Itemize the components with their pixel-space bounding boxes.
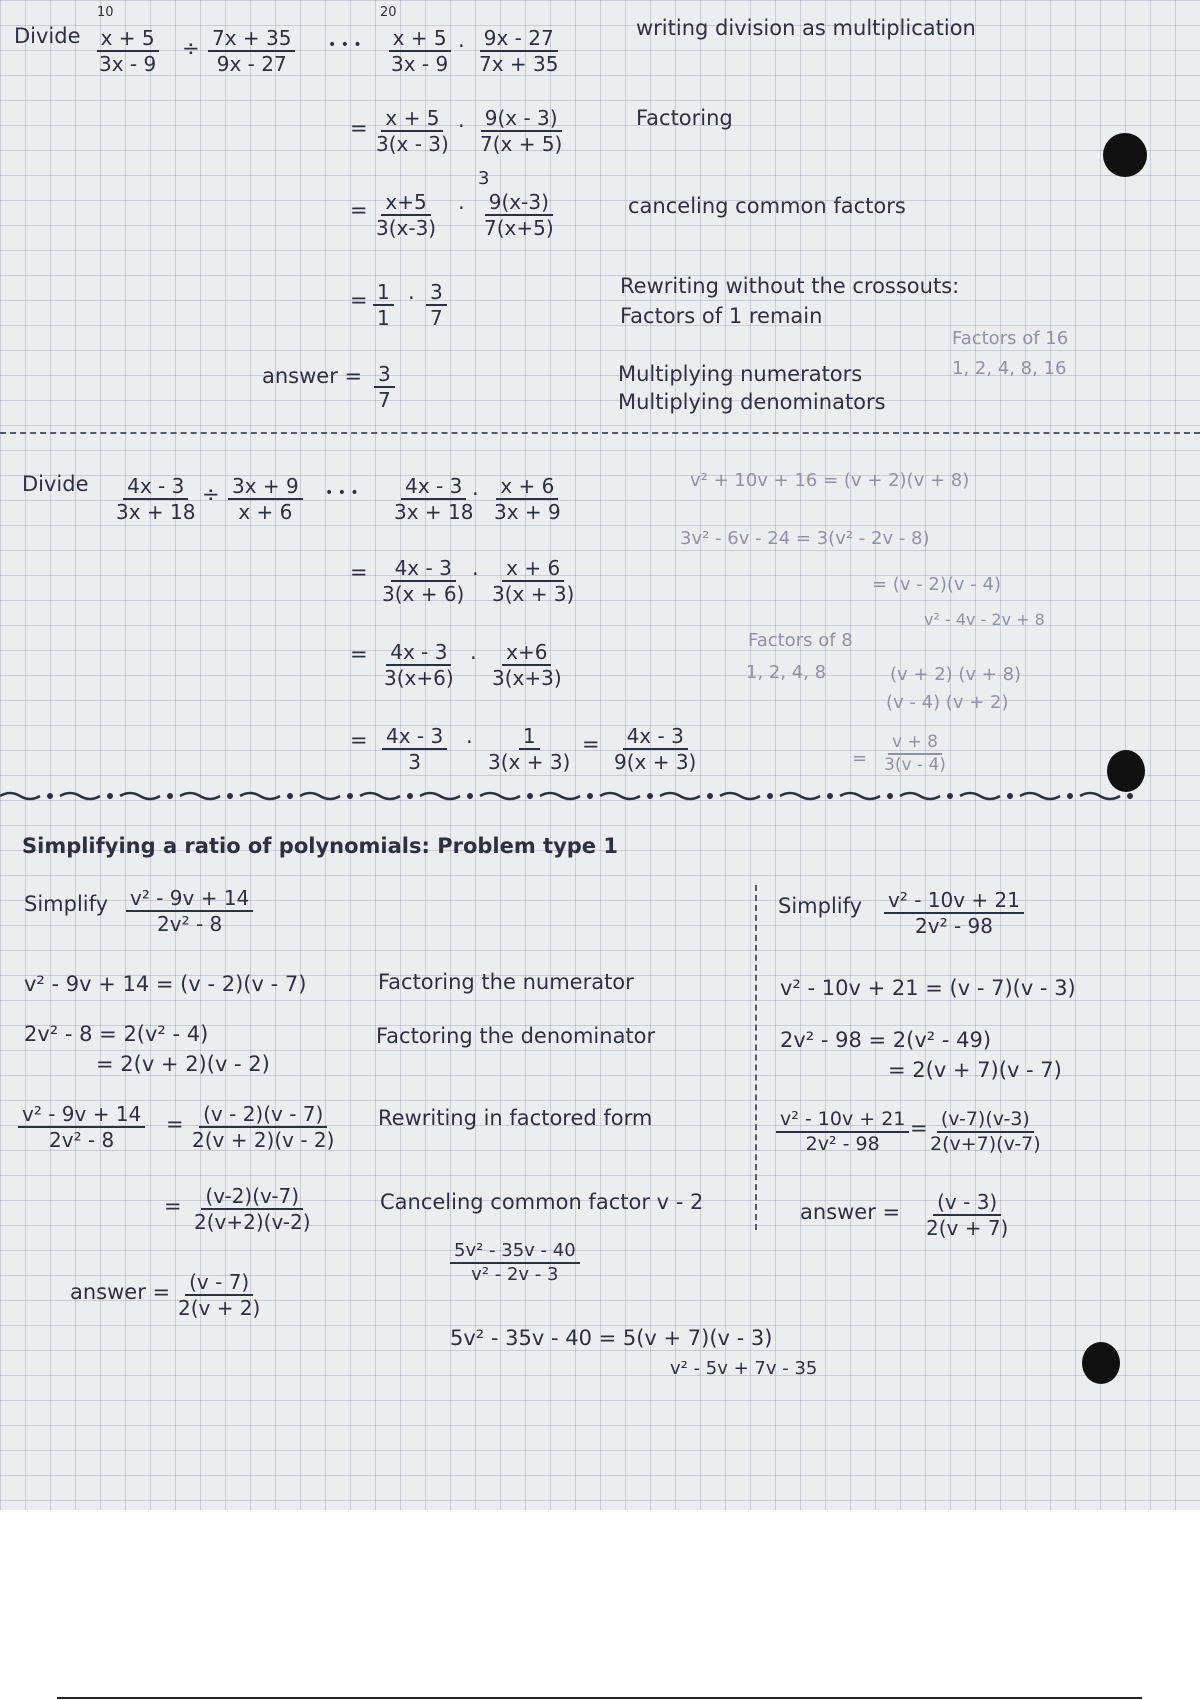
work-line: v² - 10v + 21 = (v - 7)(v - 3) bbox=[780, 976, 1076, 1000]
fraction: $\frac{(v-7)(v-3)}{2(v+7)(v-7)}$ bbox=[930, 1108, 1041, 1155]
fraction: $\frac{x + 5}{3(x - 3)}$ bbox=[376, 106, 449, 156]
small-digit: 3 bbox=[478, 168, 490, 189]
scratch-work: 1, 2, 4, 8 bbox=[746, 662, 827, 683]
binder-hole bbox=[1082, 1342, 1120, 1384]
multiply-dot: · bbox=[470, 646, 477, 670]
step-note: Factoring the numerator bbox=[378, 970, 634, 994]
step-note: Factoring bbox=[636, 106, 733, 130]
equals-sign: = bbox=[350, 560, 368, 584]
fraction: $\frac{x+6}{3(x+3)}$ bbox=[492, 640, 562, 690]
equals-sign: = bbox=[166, 1112, 184, 1136]
margin-mark: 10 bbox=[97, 5, 114, 20]
multiply-dot: · bbox=[472, 482, 479, 506]
fraction: $\frac{9(x - 3)}{7(x + 5)}$ bbox=[480, 106, 563, 156]
side-note: Factors of 16 bbox=[952, 328, 1069, 349]
answer-label: answer = bbox=[70, 1280, 171, 1304]
step-note: Multiplying numerators bbox=[618, 362, 863, 386]
binder-hole bbox=[1103, 133, 1147, 177]
section-divider-dashed bbox=[0, 432, 1200, 434]
multiply-dot: · bbox=[466, 730, 473, 754]
step-note: Multiplying denominators bbox=[618, 390, 886, 414]
answer-label: answer = bbox=[800, 1200, 901, 1224]
scratch-work: (v - 4) (v + 2) bbox=[886, 692, 1009, 713]
fraction: $\frac{x + 6}{3(x + 3)}$ bbox=[492, 556, 575, 606]
fraction: $\frac{x + 5}{3x - 9}$ bbox=[95, 28, 160, 75]
fraction: $\frac{(v - 2)(v - 7)}{2(v + 2)(v - 2)}$ bbox=[192, 1102, 335, 1152]
fraction: $\frac{9x - 27}{7x + 35}$ bbox=[479, 26, 559, 76]
scratch-work: v² - 4v - 2v + 8 bbox=[924, 610, 1045, 629]
equals-sign: = bbox=[350, 728, 368, 752]
scratch-work: = (v - 2)(v - 4) bbox=[872, 574, 1001, 595]
equals-sign: = bbox=[350, 116, 368, 140]
continuation-dots: • • • bbox=[325, 485, 359, 501]
work-line: 5v² - 35v - 40 = 5(v + 7)(v - 3) bbox=[450, 1326, 773, 1350]
step-note: Rewriting without the crossouts: bbox=[620, 274, 960, 298]
equals-sign: = bbox=[164, 1194, 182, 1218]
fraction: $\frac{7x + 35}{9x - 27}$ bbox=[208, 28, 295, 75]
fraction: $\frac{\text{v² - 10v + 21}}{\text{2v² - 98}}$ bbox=[776, 1110, 909, 1155]
equals-sign: = bbox=[852, 748, 868, 769]
fraction: $\frac{4x - 3}{3(x + 6)}$ bbox=[382, 556, 465, 606]
scratch-work: 3v² - 6v - 24 = 3(v² - 2v - 8) bbox=[680, 528, 930, 549]
equals-sign: = bbox=[350, 198, 368, 222]
multiply-dot: · bbox=[458, 34, 465, 58]
fraction: $\frac{9(x-3)}{7(x+5)}$ bbox=[484, 190, 554, 240]
column-divider bbox=[755, 885, 757, 1230]
divide-sign: ÷ bbox=[182, 36, 200, 60]
step-note: writing division as multiplication bbox=[636, 16, 976, 40]
divide-sign: ÷ bbox=[202, 482, 220, 506]
fraction: $\frac{(v-2)(v-7)}{2(v+2)(v-2)}$ bbox=[194, 1184, 311, 1234]
fraction: $\frac{4x - 3}{3x + 18}$ bbox=[394, 474, 474, 524]
step-note: Canceling common factor v - 2 bbox=[380, 1190, 704, 1214]
fraction: $\frac{4x - 3}{3x + 18}$ bbox=[116, 474, 196, 524]
multiply-dot: · bbox=[472, 562, 479, 586]
work-line: 2v² - 8 = 2(v² - 4) bbox=[24, 1022, 209, 1046]
section-heading: Simplifying a ratio of polynomials: Problem type 1 bbox=[22, 834, 618, 858]
equals-sign: = bbox=[582, 732, 600, 756]
scratch-fraction: $\frac{\text{5v² - 35v - 40}}{\text{v² - 2v - 3}}$ bbox=[450, 1242, 580, 1285]
fraction: $\frac{x + 6}{3x + 9}$ bbox=[494, 474, 561, 524]
answer-label: answer = bbox=[262, 364, 363, 388]
answer-fraction: $\frac{(v - 7)}{2(v + 2)}$ bbox=[178, 1270, 261, 1320]
answer-fraction: $\frac{3}{7}$ bbox=[374, 364, 395, 411]
continuation-dots: • • • bbox=[328, 37, 362, 53]
section-divider-wave bbox=[0, 788, 1200, 808]
fraction: $\frac{1}{1}$ bbox=[373, 282, 394, 329]
divide-label: Divide bbox=[22, 472, 89, 496]
fraction: $\frac{3x + 9}{x + 6}$ bbox=[228, 476, 303, 523]
problem-fraction: $\frac{\text{v² - 9v + 14}}{\text{2v² - 8}}$ bbox=[126, 888, 253, 935]
fraction: $\frac{4x - 3}{9(x + 3)}$ bbox=[614, 724, 697, 774]
step-note: Rewriting in factored form bbox=[378, 1106, 653, 1130]
scratch-work: (v + 2) (v + 8) bbox=[890, 664, 1022, 685]
fraction: $\frac{x+5}{3(x-3)}$ bbox=[376, 190, 437, 240]
problem-fraction: $\frac{\text{v² - 10v + 21}}{\text{2v² - 98}}$ bbox=[884, 890, 1024, 937]
work-line: = 2(v + 2)(v - 2) bbox=[96, 1052, 270, 1076]
work-line: v² - 5v + 7v - 35 bbox=[670, 1358, 818, 1379]
fraction: $\frac{1}{3(x + 3)}$ bbox=[488, 724, 571, 774]
multiply-dot: · bbox=[408, 286, 415, 310]
margin-mark: 20 bbox=[380, 5, 397, 20]
fraction: $\frac{\text{v² - 9v + 14}}{\text{2v² - 8}}$ bbox=[18, 1104, 145, 1151]
fraction: $\frac{4x - 3}{3}$ bbox=[382, 726, 447, 773]
step-note: Factoring the denominator bbox=[376, 1024, 656, 1048]
answer-fraction: $\frac{(v - 3)}{2(v + 7)}$ bbox=[926, 1190, 1009, 1240]
fraction: $\frac{x + 5}{3x - 9}$ bbox=[387, 28, 452, 75]
fraction: $\frac{4x - 3}{3(x+6)}$ bbox=[384, 640, 454, 690]
equals-sign: = bbox=[910, 1116, 928, 1140]
step-note: canceling common factors bbox=[628, 194, 906, 218]
simplify-label: Simplify bbox=[778, 894, 863, 918]
equals-sign: = bbox=[350, 288, 368, 312]
work-line: v² - 9v + 14 = (v - 2)(v - 7) bbox=[24, 972, 307, 996]
multiply-dot: · bbox=[458, 196, 465, 220]
simplify-label: Simplify bbox=[24, 892, 109, 916]
work-line: = 2(v + 7)(v - 7) bbox=[888, 1058, 1062, 1082]
scratch-work: v² + 10v + 16 = (v + 2)(v + 8) bbox=[690, 470, 970, 491]
scratch-fraction: $\frac{v + 8}{3(v - 4)}$ bbox=[884, 732, 946, 775]
divide-label: Divide bbox=[14, 24, 81, 48]
scratch-work: Factors of 8 bbox=[748, 630, 853, 651]
page-bottom-rule bbox=[57, 1697, 1142, 1699]
step-note: Factors of 1 remain bbox=[620, 304, 823, 328]
binder-hole bbox=[1107, 750, 1145, 792]
fraction: $\frac{3}{7}$ bbox=[426, 282, 447, 329]
multiply-dot: · bbox=[458, 114, 465, 138]
work-line: 2v² - 98 = 2(v² - 49) bbox=[780, 1028, 992, 1052]
equals-sign: = bbox=[350, 642, 368, 666]
side-note: 1, 2, 4, 8, 16 bbox=[952, 358, 1067, 379]
